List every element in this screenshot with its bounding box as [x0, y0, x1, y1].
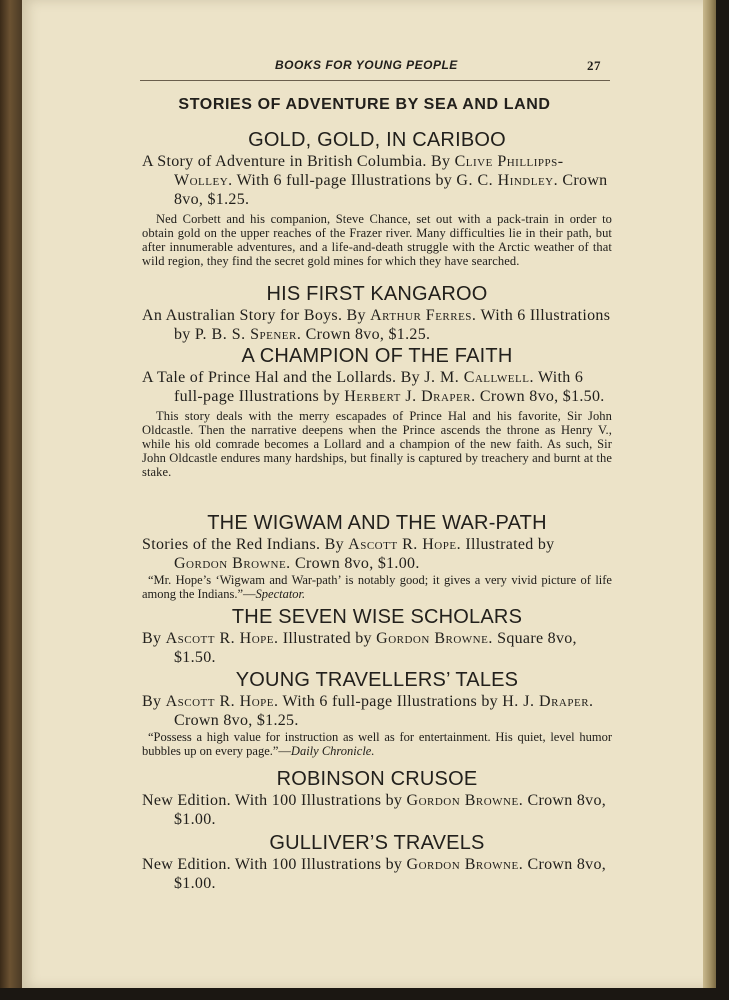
header-rule	[140, 80, 610, 81]
book-entry-seven-wise-scholars	[142, 605, 612, 667]
book-description: New Edition. With 100 Illustrations by Gordon Browne. Crown 8vo, $1.00.	[142, 856, 607, 892]
book-illustrator: P. B. S. Spener.	[194, 326, 302, 343]
running-title: BOOKS FOR YOUNG PEOPLE	[275, 58, 458, 72]
book-entry-gullivers-travels	[142, 831, 612, 893]
book-entry-first-kangaroo	[142, 282, 612, 344]
book-spine	[0, 0, 22, 1000]
book-description: An Australian Story for Boys. By Arthur Ferres. With 6 Illustrations by P. B. S. Spener. Crown 8vo, $1.25.	[142, 307, 611, 343]
book-description: By Ascott R. Hope. Illustrated by Gordon Browne. Square 8vo, $1.50.	[142, 630, 577, 666]
bottom-shadow	[0, 988, 729, 1000]
book-entry-robinson-crusoe	[142, 767, 612, 829]
book-description: A Tale of Prince Hal and the Lollards. By J. M. Callwell. With 6 full-page Illustrations by Herbert J. Draper. Crown 8vo, $1.50.	[142, 369, 605, 405]
book-author: Ascott R. Hope.	[165, 630, 279, 647]
book-title: ROBINSON CRUSOE	[276, 768, 478, 790]
book-entry-gold-cariboo	[142, 128, 612, 268]
quote-source: Daily Chronicle.	[290, 744, 375, 758]
book-title: GOLD, GOLD, IN CARIBOO	[248, 129, 506, 151]
book-blurb: This story deals with the merry escapades of Prince Hal and his favorite, Sir John Oldcastle. Then the narrative deepens when the Prince ascends the throne as Henry V., while his old comrade becomes a Lollard and a champion of the new faith. As such, Sir John Oldcastle endures many hardships, but finally is captured by treachery and burnt at the stake.	[142, 409, 612, 479]
book-description: Stories of the Red Indians. By Ascott R. Hope. Illustrated by Gordon Browne. Crown 8vo, $1.00.	[142, 536, 555, 572]
book-author: Ascott R. Hope.	[165, 693, 279, 710]
book-title: A CHAMPION OF THE FAITH	[241, 345, 513, 367]
book-description: New Edition. With 100 Illustrations by Gordon Browne. Crown 8vo, $1.00.	[142, 792, 607, 828]
book-entry-young-travellers	[142, 668, 612, 758]
book-illustrator: Gordon Browne.	[406, 792, 524, 809]
review-quote: “Possess a high value for instruction as well as for entertainment. His quiet, level humor bubbles up on every page.”—Daily Chronicle.	[142, 730, 612, 758]
book-title: HIS FIRST KANGAROO	[266, 283, 488, 305]
book-illustrator: Gordon Browne.	[376, 630, 493, 647]
book-description: By Ascott R. Hope. With 6 full-page Illustrations by H. J. Draper. Crown 8vo, $1.25.	[142, 693, 594, 729]
book-entry-wigwam	[142, 511, 612, 601]
section-title: STORIES OF ADVENTURE BY SEA AND LAND	[178, 96, 551, 113]
book-title: THE SEVEN WISE SCHOLARS	[231, 606, 523, 628]
book-author: Arthur Ferres.	[370, 307, 477, 324]
review-quote: “Mr. Hope’s ‘Wigwam and War-path’ is notably good; it gives a very vivid picture of life among the Indians.”—Spectator.	[142, 573, 612, 601]
quote-source: Spectator.	[255, 587, 306, 601]
book-title: THE WIGWAM AND THE WAR-PATH	[207, 512, 547, 534]
book-illustrator: Gordon Browne.	[174, 555, 291, 572]
book-illustrator: H. J. Draper.	[502, 693, 594, 710]
book-blurb: Ned Corbett and his companion, Steve Chance, set out with a pack-train in order to obtain gold on the upper reaches of the Frazer river. Many difficulties lie in their path, but after innumerable adventures, and a life-and-death struggle with the Arctic weather of that wild region, they find the secret gold mines for which they have searched.	[142, 212, 612, 268]
page-edge	[703, 0, 716, 988]
book-title: GULLIVER’S TRAVELS	[269, 832, 485, 854]
page-number: 27	[587, 58, 601, 73]
book-author: Clive Phillipps-Wolley.	[174, 153, 564, 189]
book-illustrator: G. C. Hindley.	[456, 172, 559, 189]
book-title: YOUNG TRAVELLERS’ TALES	[235, 669, 519, 691]
book-illustrator: Gordon Browne.	[406, 856, 524, 873]
book-description: A Story of Adventure in British Columbia. By Clive Phillipps-Wolley. With 6 full-page Illustrations by G. C. Hindley. Crown 8vo, $1.25.	[142, 153, 608, 208]
book-entry-champion-faith	[142, 344, 612, 479]
book-author: J. M. Callwell.	[424, 369, 534, 386]
book-author: Ascott R. Hope.	[348, 536, 462, 553]
book-illustrator: Herbert J. Draper.	[344, 388, 476, 405]
